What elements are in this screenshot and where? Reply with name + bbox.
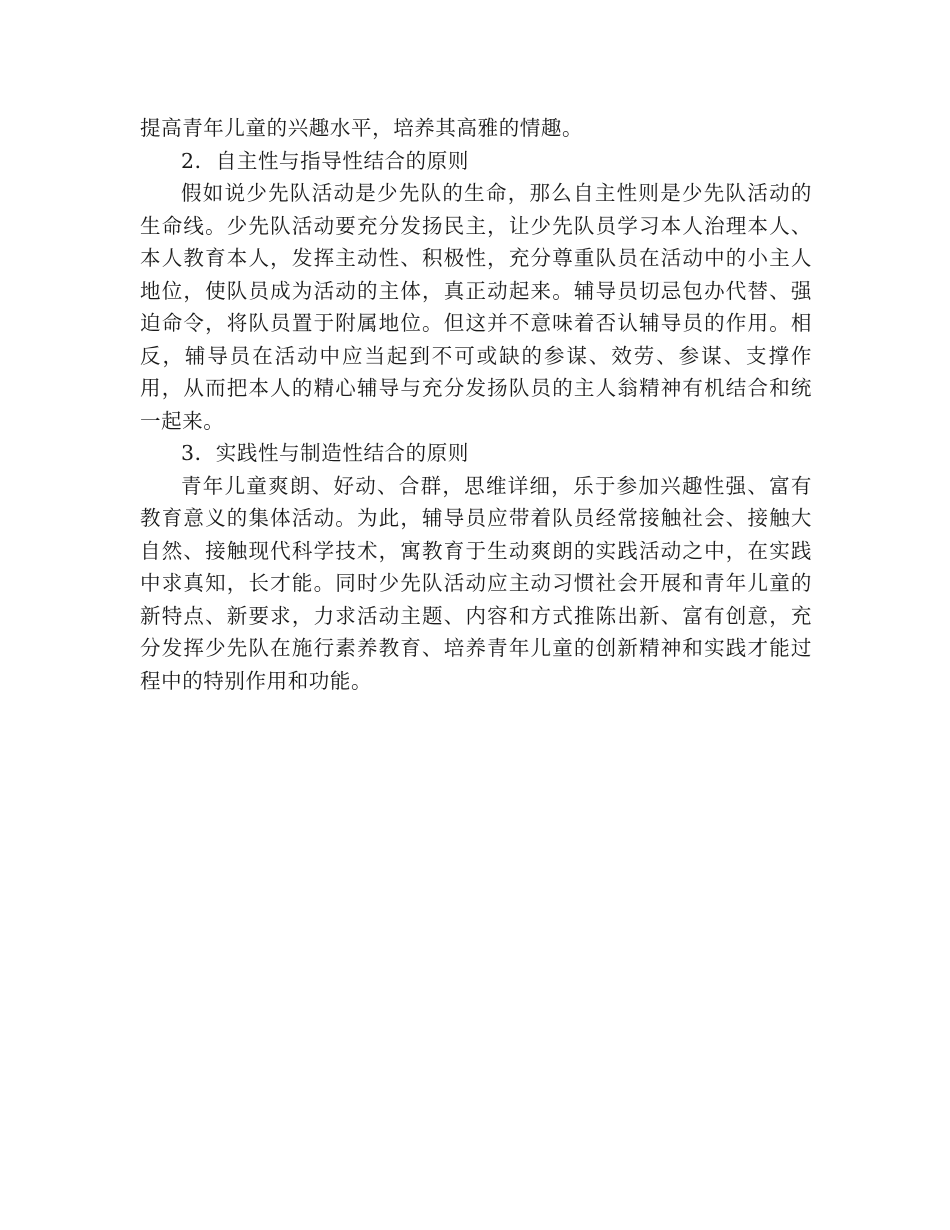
paragraph-continuation: 提高青年儿童的兴趣水平，培养其高雅的情趣。 — [140, 116, 584, 140]
paragraph-autonomy-guidance: 假如说少先队活动是少先队的生命，那么自主性则是少先队活动的生命线。少先队活动要充分发扬民主，让少先队员学习本人治理本人、本人教育本人，发挥主动性、积极性，充分尊重队员在活动中的小主人地位，使队员成为活动的主体，真正动起来。辅导员切忌包办代替、强迫命令，将队员置于附属地位。但这并不意味着否认辅导员的作用。相反，辅导员在活动中应当起到不可或缺的参谋、效劳、参谋、支撑作用，从而把本人的精心辅导与充分发扬队员的主人翁精神有机结合和统一起来。 — [140, 181, 812, 433]
document-body — [140, 112, 812, 697]
section-heading-2: 2．自主性与指导性结合的原则 — [181, 148, 469, 173]
paragraph-practice-creativity: 青年儿童爽朗、好动、合群，思维详细，乐于参加兴趣性强、富有教育意义的集体活动。为此，辅导员应带着队员经常接触社会、接触大自然、接触现代科学技术，寓教育于生动爽朗的实践活动之中，在实践中求真知，长才能。同时少先队活动应主动习惯社会开展和青年儿童的新特点、新要求，力求活动主题、内容和方式推陈出新、富有创意，充分发挥少先队在施行素养教育、培养青年儿童的创新精神和实践才能过程中的特别作用和功能。 — [140, 473, 812, 693]
section-heading-3: 3．实践性与制造性结合的原则 — [181, 441, 469, 465]
